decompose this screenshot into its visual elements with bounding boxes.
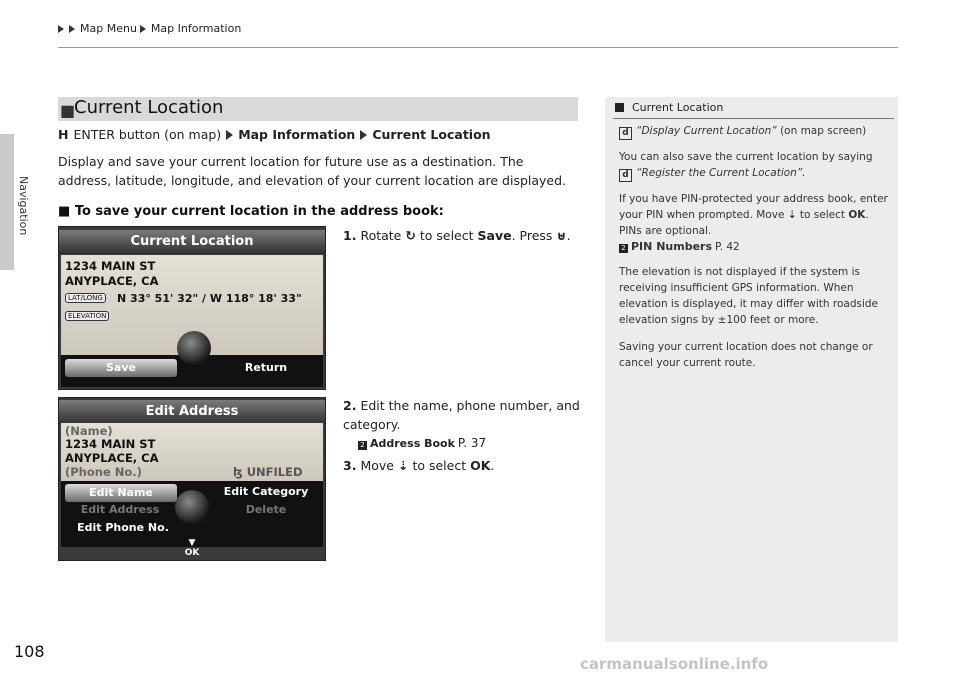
rotate-dial-icon: ↻ bbox=[405, 228, 416, 243]
delete-button[interactable]: Delete bbox=[245, 503, 287, 516]
address-line: 1234 MAIN ST bbox=[65, 259, 156, 273]
reference-icon: 2 bbox=[358, 441, 367, 450]
voice-command-icon: d bbox=[619, 127, 632, 140]
header-divider bbox=[58, 47, 898, 48]
category-status: ɮ UNFILED bbox=[233, 465, 303, 479]
notes-sidebar bbox=[605, 97, 898, 642]
address-line: ANYPLACE, CA bbox=[65, 451, 159, 465]
move-dial-icon: ⇣ bbox=[397, 458, 409, 473]
chapter-tab bbox=[0, 134, 14, 270]
name-label: (Name) bbox=[65, 424, 113, 438]
breadcrumb-arrow-icon bbox=[140, 25, 146, 33]
breadcrumb bbox=[58, 22, 241, 35]
sidebar-divider bbox=[613, 118, 894, 119]
sidebar-paragraph: Saving your current location does not change or cancel your current route. bbox=[619, 341, 873, 369]
ok-button[interactable]: ▼ OK bbox=[184, 538, 200, 558]
procedure-heading: ■ To save your current location in the address book: bbox=[58, 204, 444, 219]
path-button-label: ENTER button (on map) bbox=[73, 127, 222, 142]
path-step: Current Location bbox=[372, 127, 491, 142]
coordinates: N 33° 51' 32" / W 118° 18' 33" bbox=[117, 292, 302, 305]
breadcrumb-item: Map Menu bbox=[80, 22, 137, 35]
interface-dial-icon bbox=[177, 331, 211, 365]
sidebar-paragraph: If you have PIN-protected your address book, enter your PIN when prompted. Move ⇣ to select OK. PINs are optional. 2 PIN Numbers P. 42 bbox=[619, 193, 888, 253]
return-button[interactable]: Return bbox=[244, 361, 288, 374]
edit-category-button[interactable]: Edit Category bbox=[223, 485, 309, 498]
address-line: ANYPLACE, CA bbox=[65, 274, 159, 288]
step-3: 3. Move ⇣ to select OK. bbox=[343, 458, 495, 473]
navigation-path bbox=[58, 127, 491, 142]
watermark: carmanualsonline.info bbox=[580, 655, 769, 673]
edit-name-button[interactable]: Edit Name bbox=[65, 484, 177, 502]
screen-title: Current Location bbox=[59, 230, 325, 254]
section-title: Current Location bbox=[74, 97, 224, 118]
breadcrumb-arrow-icon bbox=[69, 25, 75, 33]
breadcrumb-arrow-icon bbox=[58, 25, 64, 33]
chapter-label: Navigation bbox=[17, 176, 30, 236]
breadcrumb-item: Map Information bbox=[150, 22, 242, 35]
screen-title: Edit Address bbox=[59, 400, 325, 424]
path-arrow-icon bbox=[360, 130, 367, 140]
phone-label: (Phone No.) bbox=[65, 465, 142, 479]
enter-button-icon: H bbox=[58, 127, 69, 142]
path-step: Map Information bbox=[238, 127, 356, 142]
step-2: 2. Edit the name, phone number, and category. 2 Address Book P. 37 bbox=[343, 396, 583, 453]
edit-address-button[interactable]: Edit Address bbox=[80, 503, 160, 516]
cross-reference[interactable]: 2 Address Book P. 37 bbox=[358, 434, 583, 453]
latlong-tag: LAT/LONG bbox=[65, 293, 106, 303]
voice-command-icon: d bbox=[619, 169, 632, 182]
address-line: 1234 MAIN ST bbox=[65, 437, 156, 451]
step-1: 1. Rotate ↻ to select Save. Press ⊍. bbox=[343, 228, 571, 243]
edit-phone-button[interactable]: Edit Phone No. bbox=[77, 521, 169, 534]
screen-body bbox=[61, 423, 323, 481]
cross-reference[interactable]: 2 PIN Numbers P. 42 bbox=[619, 239, 889, 255]
sidebar-paragraph: You can also save the current location by saying d “Register the Current Location”. bbox=[619, 151, 873, 180]
reference-icon: 2 bbox=[619, 244, 628, 253]
section-header bbox=[58, 97, 578, 121]
save-button[interactable]: Save bbox=[65, 359, 177, 377]
sidebar-paragraph: The elevation is not displayed if the system is receiving insufficient GPS information. When elevation is displayed, it may differ with roadside elevation signs by ±100 feet or more. bbox=[619, 266, 878, 326]
page-number: 108 bbox=[14, 642, 45, 661]
sidebar-heading: Current Location bbox=[615, 101, 723, 114]
press-dial-icon: ⊍ bbox=[556, 228, 567, 243]
elevation-tag: ELEVATION bbox=[65, 311, 109, 321]
description: Display and save your current location for future use as a destination. The address, latitude, longitude, and elevation of your current location are displayed. bbox=[58, 154, 567, 188]
move-dial-icon: ⇣ bbox=[787, 209, 797, 221]
square-bullet-icon: ■ bbox=[60, 101, 76, 120]
edit-address-screen bbox=[58, 397, 326, 561]
path-arrow-icon bbox=[226, 130, 233, 140]
note-icon bbox=[615, 103, 624, 112]
voice-command: d “Display Current Location” (on map screen) bbox=[619, 123, 889, 140]
current-location-screen bbox=[58, 226, 326, 390]
interface-dial-icon bbox=[175, 490, 209, 524]
